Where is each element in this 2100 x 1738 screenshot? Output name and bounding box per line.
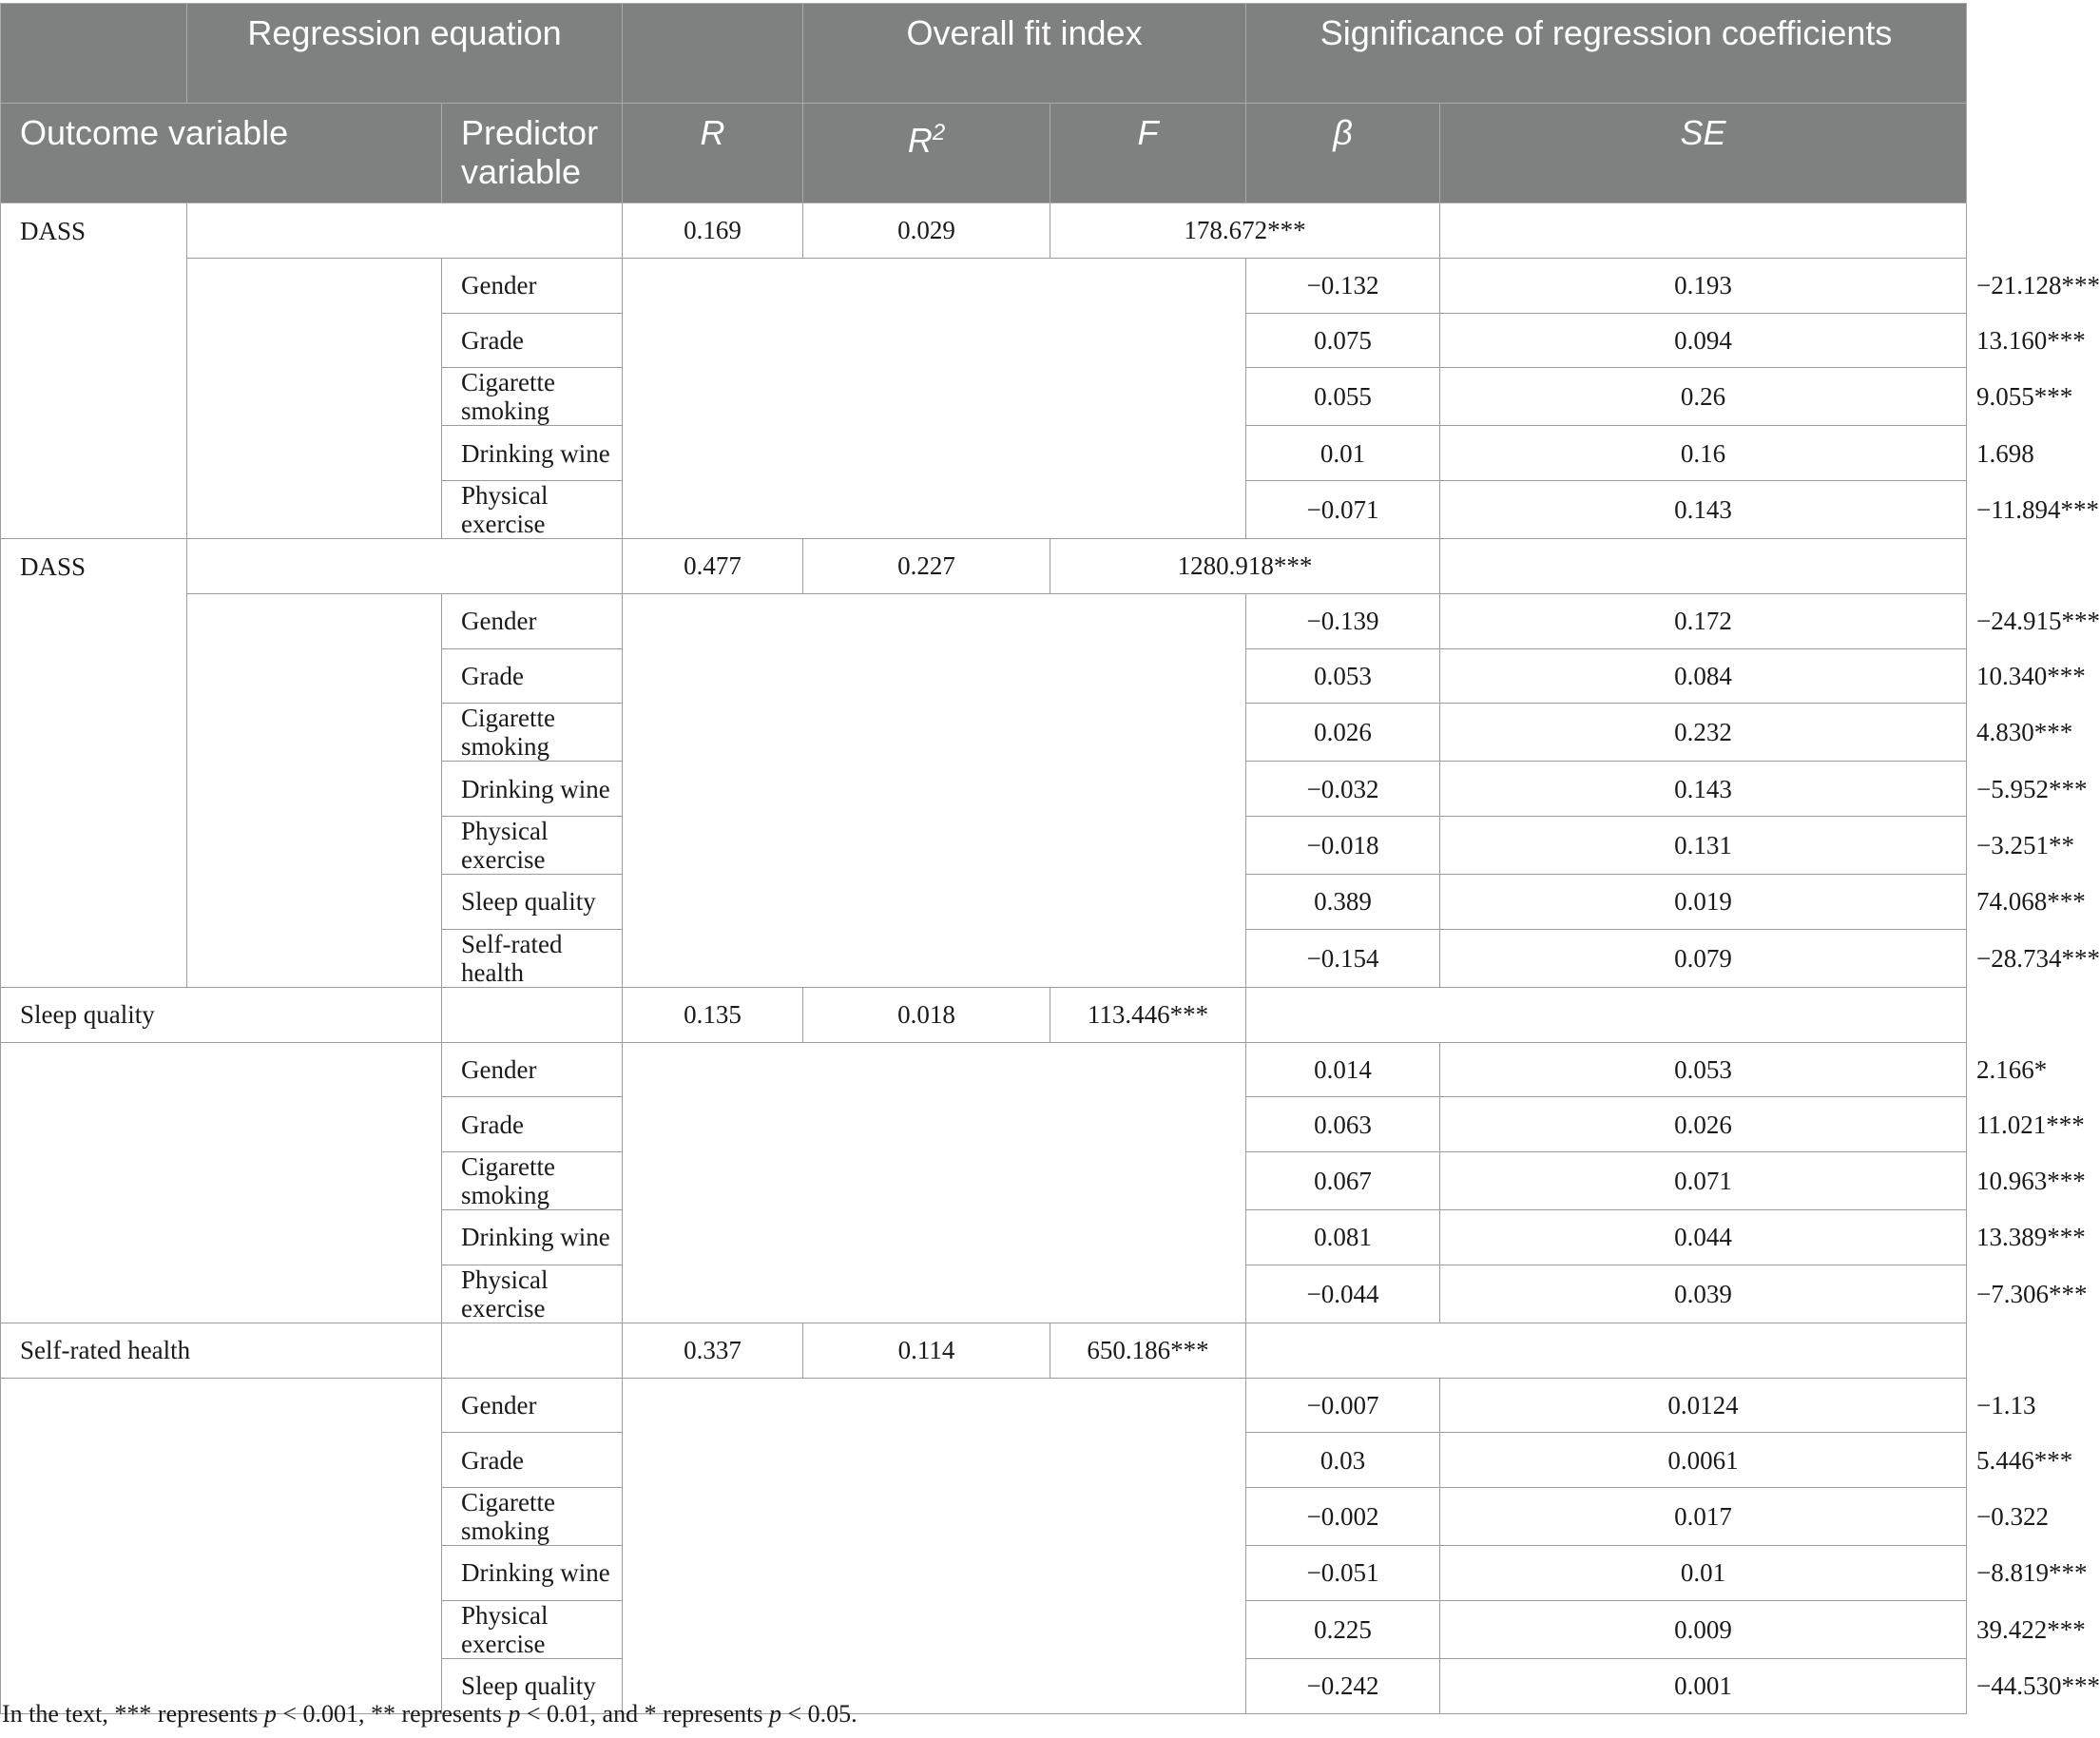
- beta-cell: 0.063: [1246, 1097, 1440, 1152]
- predictor-cell: Cigarette smoking: [442, 1152, 623, 1210]
- r2-value: 0.114: [803, 1323, 1050, 1378]
- predictor-cell: Grade: [442, 1433, 623, 1488]
- empty-cell: [187, 539, 623, 594]
- footnote-p: p: [263, 1700, 277, 1728]
- table-row: Physical exercise 0.225 0.009 39.422***: [1, 1600, 1967, 1658]
- beta-cell: −0.132: [1246, 258, 1440, 313]
- outcome-cell: DASS: [1, 539, 187, 988]
- beta-cell: 0.075: [1246, 313, 1440, 368]
- se-cell: 0.172: [1440, 593, 1967, 648]
- predictor-cell: Physical exercise: [442, 481, 623, 539]
- r2-value: 0.018: [803, 987, 1050, 1042]
- table-row: Gender 0.014 0.053 2.166*: [1, 1042, 1967, 1097]
- empty-cell: [187, 258, 442, 538]
- header-overall-fit-index: Overall fit index: [803, 4, 1246, 104]
- header-significance: Significance of regression coefficients: [1246, 4, 1967, 104]
- se-cell: 0.143: [1440, 762, 1967, 817]
- r-value: 0.169: [623, 203, 803, 259]
- empty-cell: [623, 1042, 1246, 1323]
- r-value: 0.337: [623, 1323, 803, 1378]
- se-cell: 0.079: [1440, 929, 1967, 987]
- predictor-cell: Sleep quality: [442, 1658, 623, 1713]
- predictor-cell: Sleep quality: [442, 875, 623, 930]
- table-row: Self-rated health −0.154 0.079 −28.734***: [1, 929, 1967, 987]
- table-row: Grade 0.053 0.084 10.340***: [1, 648, 1967, 704]
- table-row: Cigarette smoking 0.026 0.232 4.830***: [1, 704, 1967, 762]
- beta-cell: 0.055: [1246, 368, 1440, 426]
- f-value: 178.672***: [1050, 203, 1440, 259]
- header-f: [1050, 104, 1246, 203]
- table-row: Physical exercise −0.044 0.039 −7.306***: [1, 1265, 1967, 1323]
- beta-cell: 0.026: [1246, 704, 1440, 762]
- header-r2-text: R: [907, 121, 933, 160]
- empty-cell: [187, 203, 623, 259]
- predictor-cell: Drinking wine: [442, 1546, 623, 1601]
- f-value: 113.446***: [1050, 987, 1246, 1042]
- r2-value: 0.029: [803, 203, 1050, 259]
- table-row: Gender −0.139 0.172 −24.915***: [1, 593, 1967, 648]
- model-row: [1, 203, 1967, 259]
- empty-cell: [1440, 539, 1967, 594]
- se-cell: 0.071: [1440, 1152, 1967, 1210]
- header-se: [1440, 104, 1967, 203]
- header-beta-text: β: [1333, 113, 1353, 152]
- predictor-cell: Cigarette smoking: [442, 1488, 623, 1546]
- predictor-cell: Cigarette smoking: [442, 368, 623, 426]
- predictor-cell: Physical exercise: [442, 1265, 623, 1323]
- predictor-cell: Physical exercise: [442, 1600, 623, 1658]
- empty-cell: [442, 987, 623, 1042]
- table-row: Grade 0.075 0.094 13.160***: [1, 313, 1967, 368]
- predictor-cell: Physical exercise: [442, 817, 623, 875]
- beta-cell: −0.051: [1246, 1546, 1440, 1601]
- footnote-text: < 0.001, ** represents: [276, 1700, 509, 1728]
- table-row: Cigarette smoking 0.055 0.26 9.055***: [1, 368, 1967, 426]
- header-outcome-variable: Outcome variable: [1, 104, 442, 203]
- se-cell: 0.001: [1440, 1658, 1967, 1713]
- beta-cell: −0.242: [1246, 1658, 1440, 1713]
- beta-cell: −0.071: [1246, 481, 1440, 539]
- beta-cell: 0.01: [1246, 426, 1440, 481]
- predictor-cell: Self-rated health: [442, 929, 623, 987]
- beta-cell: 0.053: [1246, 648, 1440, 704]
- se-cell: 0.094: [1440, 313, 1967, 368]
- header-corner: [1, 4, 187, 104]
- table-row: Physical exercise −0.018 0.131 −3.251**: [1, 817, 1967, 875]
- predictor-cell: Gender: [442, 1378, 623, 1433]
- beta-cell: −0.139: [1246, 593, 1440, 648]
- table-row: Sleep quality 0.389 0.019 74.068***: [1, 875, 1967, 930]
- header-r-text: R: [700, 113, 725, 152]
- se-cell: 0.044: [1440, 1210, 1967, 1265]
- empty-cell: [1246, 1323, 1967, 1378]
- r-value: 0.477: [623, 539, 803, 594]
- table-row: Cigarette smoking 0.067 0.071 10.963***: [1, 1152, 1967, 1210]
- se-cell: 0.232: [1440, 704, 1967, 762]
- se-cell: 0.193: [1440, 258, 1967, 313]
- header-f-text: F: [1137, 113, 1159, 152]
- se-cell: 0.019: [1440, 875, 1967, 930]
- f-value: 650.186***: [1050, 1323, 1246, 1378]
- f-value: 1280.918***: [1050, 539, 1440, 594]
- beta-cell: 0.067: [1246, 1152, 1440, 1210]
- predictor-cell: Grade: [442, 648, 623, 704]
- beta-cell: 0.03: [1246, 1433, 1440, 1488]
- empty-cell: [1246, 987, 1967, 1042]
- header-r2: [803, 104, 1050, 203]
- beta-cell: 0.225: [1246, 1600, 1440, 1658]
- predictor-cell: Grade: [442, 313, 623, 368]
- empty-cell: [623, 1378, 1246, 1713]
- table-row: Drinking wine 0.081 0.044 13.389***: [1, 1210, 1967, 1265]
- beta-cell: −0.002: [1246, 1488, 1440, 1546]
- r-value: 0.135: [623, 987, 803, 1042]
- empty-cell: [442, 1323, 623, 1378]
- predictor-cell: Grade: [442, 1097, 623, 1152]
- header-t-text: t: [1976, 113, 1987, 152]
- se-cell: 0.0061: [1440, 1433, 1967, 1488]
- beta-cell: −0.007: [1246, 1378, 1440, 1433]
- empty-cell: [623, 258, 1246, 538]
- beta-cell: 0.389: [1246, 875, 1440, 930]
- se-cell: 0.053: [1440, 1042, 1967, 1097]
- table-footnote: [2, 1700, 857, 1728]
- empty-cell: [1, 1378, 442, 1713]
- model-row: [1, 987, 1967, 1042]
- empty-cell: [187, 593, 442, 987]
- table-row: Drinking wine −0.051 0.01 −8.819***: [1, 1546, 1967, 1601]
- beta-cell: 0.081: [1246, 1210, 1440, 1265]
- outcome-cell: DASS: [1, 203, 187, 539]
- footnote-text: < 0.05.: [780, 1700, 857, 1728]
- beta-cell: 0.014: [1246, 1042, 1440, 1097]
- se-cell: 0.009: [1440, 1600, 1967, 1658]
- r2-value: 0.227: [803, 539, 1050, 594]
- predictor-cell: Gender: [442, 1042, 623, 1097]
- header-predictor-variable: Predictor variable: [442, 104, 623, 203]
- empty-cell: [1440, 203, 1967, 259]
- se-cell: 0.26: [1440, 368, 1967, 426]
- header-regression-equation: Regression equation: [187, 4, 623, 104]
- footnote-p: p: [768, 1700, 781, 1728]
- predictor-cell: Drinking wine: [442, 426, 623, 481]
- table-row: Gender −0.132 0.193 −21.128***: [1, 258, 1967, 313]
- model-row: [1, 1323, 1967, 1378]
- table-row: Grade 0.063 0.026 11.021***: [1, 1097, 1967, 1152]
- beta-cell: −0.018: [1246, 817, 1440, 875]
- table-row: Drinking wine 0.01 0.16 1.698: [1, 426, 1967, 481]
- header-r2-sup: 2: [932, 120, 946, 145]
- se-cell: 0.039: [1440, 1265, 1967, 1323]
- table-row: Grade 0.03 0.0061 5.446***: [1, 1433, 1967, 1488]
- se-cell: 0.131: [1440, 817, 1967, 875]
- se-cell: 0.084: [1440, 648, 1967, 704]
- footnote-text: In the text, *** represents: [2, 1700, 264, 1728]
- beta-cell: −0.044: [1246, 1265, 1440, 1323]
- footnote-p: p: [508, 1700, 521, 1728]
- se-cell: 0.143: [1440, 481, 1967, 539]
- table-row: Drinking wine −0.032 0.143 −5.952***: [1, 762, 1967, 817]
- outcome-cell: Self-rated health: [1, 1323, 442, 1378]
- table-row: Physical exercise −0.071 0.143 −11.894***: [1, 481, 1967, 539]
- model-row: [1, 539, 1967, 594]
- header-se-text: SE: [1680, 113, 1726, 152]
- table-row: Cigarette smoking −0.002 0.017 −0.322: [1, 1488, 1967, 1546]
- footnote-text: < 0.01, and * represents: [520, 1700, 769, 1728]
- predictor-cell: Gender: [442, 258, 623, 313]
- regression-table: [0, 3, 2100, 1714]
- table-row: Sleep quality −0.242 0.001 −44.530***: [1, 1658, 1967, 1713]
- se-cell: 0.026: [1440, 1097, 1967, 1152]
- predictor-cell: Cigarette smoking: [442, 704, 623, 762]
- header-blank: [623, 4, 803, 104]
- se-cell: 0.017: [1440, 1488, 1967, 1546]
- table-row: Gender −0.007 0.0124 −1.13: [1, 1378, 1967, 1433]
- empty-cell: [623, 593, 1246, 987]
- header-r: [623, 104, 803, 203]
- beta-cell: −0.032: [1246, 762, 1440, 817]
- empty-cell: [1, 1042, 442, 1323]
- header-beta: [1246, 104, 1440, 203]
- se-cell: 0.01: [1440, 1546, 1967, 1601]
- se-cell: 0.0124: [1440, 1378, 1967, 1433]
- beta-cell: −0.154: [1246, 929, 1440, 987]
- outcome-cell: Sleep quality: [1, 987, 442, 1042]
- predictor-cell: Drinking wine: [442, 1210, 623, 1265]
- predictor-cell: Gender: [442, 593, 623, 648]
- se-cell: 0.16: [1440, 426, 1967, 481]
- predictor-cell: Drinking wine: [442, 762, 623, 817]
